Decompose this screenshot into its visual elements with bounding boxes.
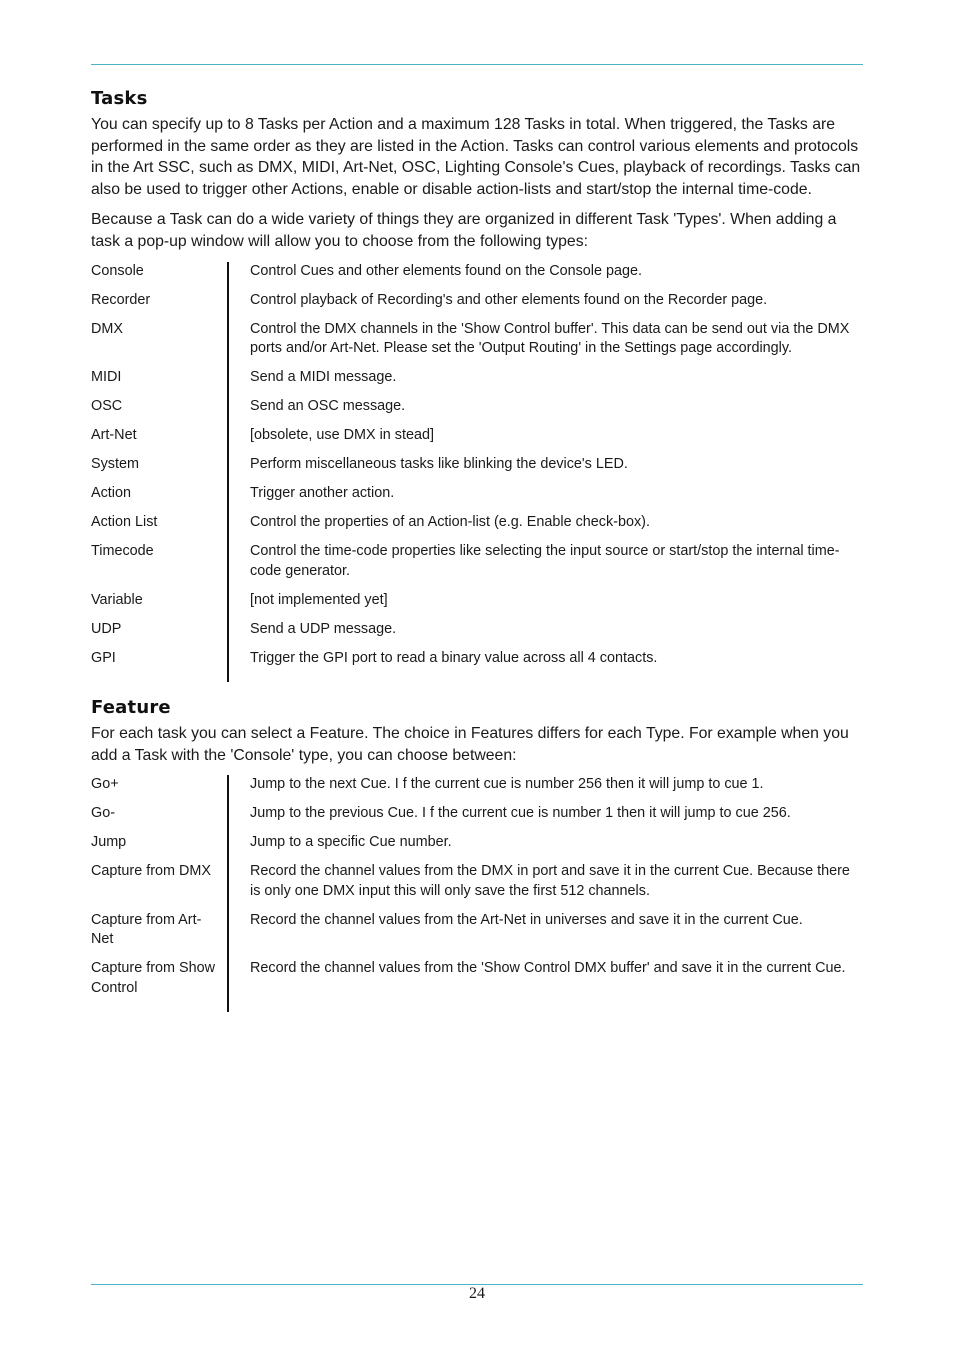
feature-term: Capture from Show Control bbox=[91, 959, 229, 1012]
task-type-term: System bbox=[91, 455, 229, 484]
task-type-description: Control the properties of an Action-list (e.g. Enable check-box). bbox=[250, 514, 650, 531]
tasks-heading: Tasks bbox=[91, 88, 148, 109]
task-type-term: Variable bbox=[91, 591, 229, 620]
task-type-term: Art-Net bbox=[91, 426, 229, 455]
feature-description: Record the channel values from the 'Show Control DMX buffer' and save it in the current Cue. bbox=[250, 960, 846, 977]
task-type-term: Recorder bbox=[91, 291, 229, 320]
task-type-term: GPI bbox=[91, 649, 229, 683]
task-type-description: Control playback of Recording's and other elements found on the Recorder page. bbox=[250, 291, 768, 308]
page-content bbox=[91, 88, 863, 1012]
task-type-description: Send a UDP message. bbox=[250, 620, 397, 637]
task-type-description: Control the time-code properties like selecting the input source or start/stop the internal time-code generator. bbox=[250, 543, 840, 579]
task-type-term: OSC bbox=[91, 397, 229, 426]
task-type-description: [not implemented yet] bbox=[250, 591, 388, 608]
feature-term: Go- bbox=[91, 804, 229, 833]
page-number: 24 bbox=[469, 1285, 485, 1302]
task-type-term: DMX bbox=[91, 320, 229, 369]
feature-description: Jump to a specific Cue number. bbox=[250, 834, 452, 851]
task-type-description: Trigger the GPI port to read a binary value across all 4 contacts. bbox=[250, 649, 658, 666]
console-features-list bbox=[91, 775, 863, 1012]
task-types-list bbox=[91, 262, 863, 683]
feature-description: Jump to the previous Cue. I f the current cue is number 1 then it will jump to cue 256. bbox=[250, 805, 791, 822]
task-type-description: Control the DMX channels in the 'Show Control buffer'. This data can be send out via the DMX ports and/or Art-Net. Please set the 'Output Routing' in the Settings page accordingly. bbox=[250, 320, 850, 357]
tasks-types-paragraph: Because a Task can do a wide variety of things they are organized in different Task 'Types'. When adding a task a pop-up window will allow you to choose from the following types: bbox=[91, 211, 837, 250]
task-type-term: Action bbox=[91, 484, 229, 513]
task-type-term: UDP bbox=[91, 620, 229, 649]
task-type-description: Control Cues and other elements found on the Console page. bbox=[250, 262, 643, 279]
header-rule bbox=[91, 64, 863, 65]
feature-term: Capture from DMX bbox=[91, 862, 229, 911]
task-type-description: Trigger another action. bbox=[250, 485, 395, 502]
task-type-term: MIDI bbox=[91, 368, 229, 397]
task-type-description: Perform miscellaneous tasks like blinking the device's LED. bbox=[250, 456, 628, 473]
feature-description: Record the channel values from the Art-Net in universes and save it in the current Cue. bbox=[250, 911, 803, 928]
feature-description: Record the channel values from the DMX in port and save it in the current Cue. Because there is only one DMX input this will only save the first 512 channels. bbox=[250, 863, 850, 899]
feature-description: Jump to the next Cue. I f the current cue is number 256 then it will jump to cue 1. bbox=[250, 776, 764, 793]
task-type-term: Timecode bbox=[91, 542, 229, 591]
feature-term: Capture from Art-Net bbox=[91, 911, 229, 960]
feature-term: Jump bbox=[91, 833, 229, 862]
feature-heading: Feature bbox=[91, 697, 171, 719]
task-type-description: Send a MIDI message. bbox=[250, 369, 397, 386]
task-type-description: Send an OSC message. bbox=[250, 398, 406, 415]
task-type-term: Console bbox=[91, 262, 229, 291]
feature-term: Go+ bbox=[91, 775, 229, 804]
feature-intro-paragraph: For each task you can select a Feature. The choice in Features differs for each Type. For example when you add a Task with the 'Console' type, you can choose between: bbox=[91, 725, 849, 764]
task-type-term: Action List bbox=[91, 513, 229, 542]
task-type-description: [obsolete, use DMX in stead] bbox=[250, 427, 434, 444]
tasks-intro-paragraph: You can specify up to 8 Tasks per Action and a maximum 128 Tasks in total. When triggered, the Tasks are performed in the same order as they are listed in the Action. Tasks can control various elements and protocols in the Art SSC, such as DMX, MIDI, Art-Net, OSC, Lighting Console's Cues, playback of recordings. Tasks can also be used to trigger other Actions, enable or disable action-lists and start/stop the internal time-code. bbox=[91, 116, 861, 198]
